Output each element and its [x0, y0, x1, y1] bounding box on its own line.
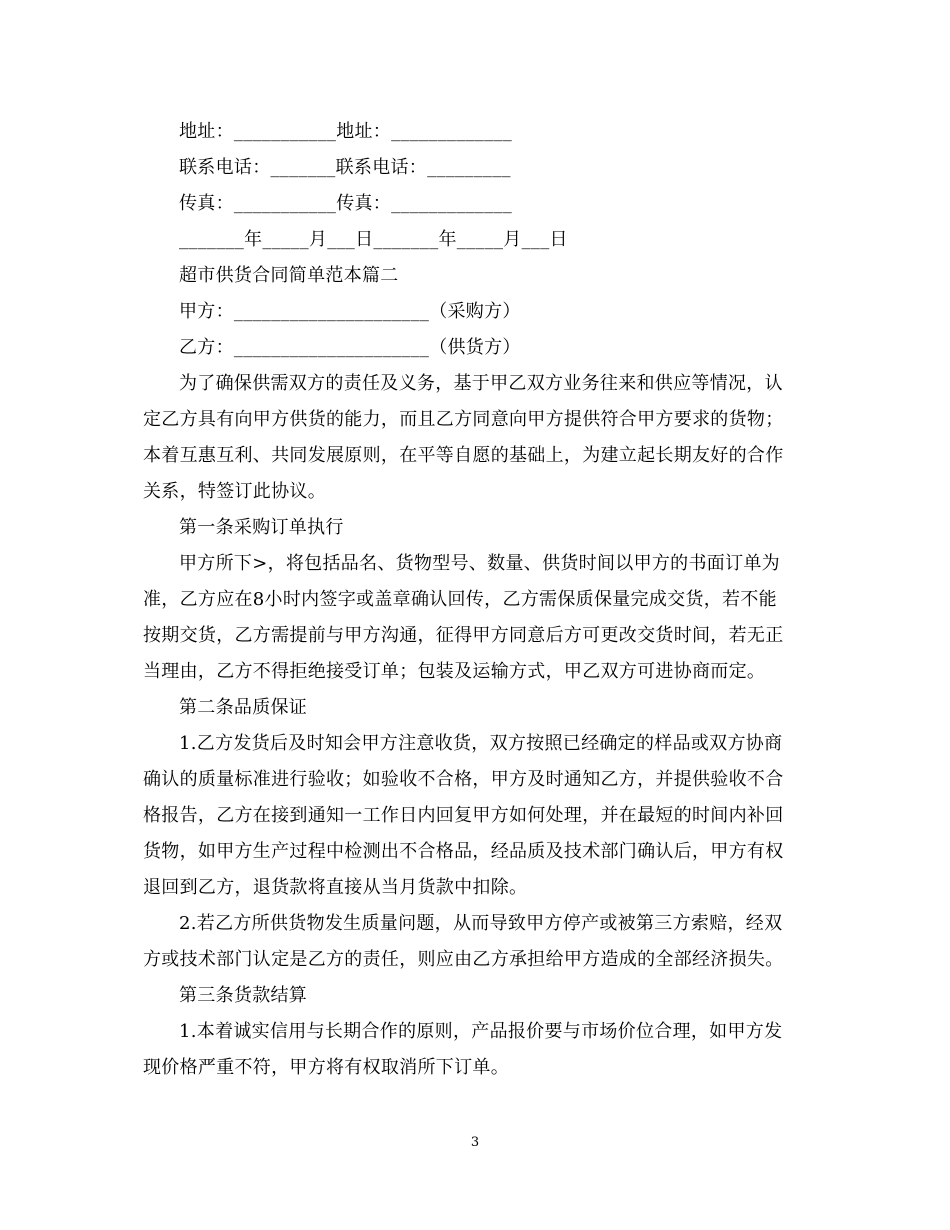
address-line: 地址：___________地址：_____________ [179, 121, 512, 142]
paragraph-line: 按期交货，乙方需提前与甲方沟通，征得甲方同意后方可更改交货时间，若无正 [143, 625, 784, 646]
article-heading: 第三条货款结算 [179, 985, 308, 1006]
paragraph-line: 退回到乙方，退货款将直接从当月货款中扣除。 [143, 877, 528, 898]
paragraph-line: 确认的质量标准进行验收；如验收不合格，甲方及时通知乙方，并提供验收不合 [143, 769, 784, 790]
paragraph-line: 方或技术部门认定是乙方的责任，则应由乙方承担给甲方造成的全部经济损失。 [143, 949, 784, 970]
party-a-line: 甲方：_____________________（采购方） [179, 301, 521, 322]
paragraph-line: 甲方所下>，将包括品名、货物型号、数量、供货时间以甲方的书面订单为 [179, 553, 780, 574]
paragraph-line: 当理由，乙方不得拒绝接受订单；包装及运输方式，甲乙双方可进协商而定。 [143, 661, 766, 682]
article-heading: 第二条品质保证 [179, 697, 308, 718]
paragraph-line: 定乙方具有向甲方供货的能力，而且乙方同意向甲方提供符合甲方要求的货物； [143, 409, 784, 430]
paragraph-line: 准，乙方应在8小时内签字或盖章确认回传，乙方需保质保量完成交货，若不能 [143, 589, 777, 610]
paragraph-line: 本着互惠互利、共同发展原则，在平等自愿的基础上，为建立起长期友好的合作 [143, 445, 784, 466]
paragraph-line: 1.本着诚实信用与长期合作的原则，产品报价要与市场价位合理，如甲方发 [179, 1021, 783, 1042]
paragraph-line: 格报告，乙方在接到通知一工作日内回复甲方如何处理，并在最短的时间内补回 [143, 805, 784, 826]
paragraph-line: 现价格严重不符，甲方将有权取消所下订单。 [143, 1057, 509, 1078]
paragraph-line: 为了确保供需双方的责任及义务，基于甲乙双方业务往来和供应等情况，认 [179, 373, 783, 394]
article-heading: 第一条采购订单执行 [179, 517, 344, 538]
page-number: 3 [470, 1135, 480, 1150]
paragraph-line: 1.乙方发货后及时知会甲方注意收货，双方按照已经确定的样品或双方协商 [179, 733, 783, 754]
date-line: _______年_____月___日_______年_____月___日 [179, 229, 568, 250]
fax-line: 传真：___________传真：_____________ [179, 193, 512, 214]
party-b-line: 乙方：_____________________（供货方） [179, 337, 521, 358]
phone-line: 联系电话：_______联系电话：_________ [179, 157, 511, 178]
section-title: 超市供货合同简单范本篇二 [179, 265, 399, 286]
paragraph-line: 2.若乙方所供货物发生质量问题，从而导致甲方停产或被第三方索赔，经双 [179, 913, 783, 934]
paragraph-line: 货物，如甲方生产过程中检测出不合格品，经品质及技术部门确认后，甲方有权 [143, 841, 784, 862]
paragraph-line: 关系，特签订此协议。 [143, 481, 326, 502]
